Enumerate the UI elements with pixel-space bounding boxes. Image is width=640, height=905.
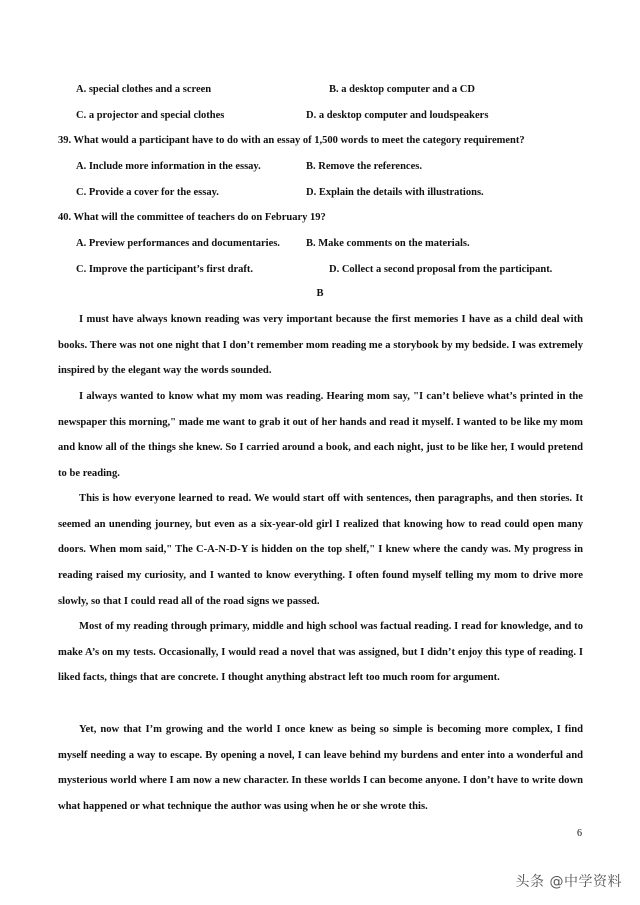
q40-option-a: A. Preview performances and documentaries. xyxy=(76,238,280,249)
q40-option-c: C. Improve the participant’s first draft. xyxy=(76,264,254,275)
q39-option-a: A. Include more information in the essay. xyxy=(76,161,261,172)
q40-question: 40. What will the committee of teachers do on February 19? xyxy=(58,212,326,223)
q39-option-d: D. Explain the details with illustrations. xyxy=(306,187,484,198)
q38-option-b: B. a desktop computer and a CD xyxy=(329,84,475,95)
paragraph-1: I must have always known reading was very important because the first memories I have as a child deal with books. There was not one night that I don’t remember mom reading me a storybook by my bedside. I was extremely inspired by the elegant way the words sounded. xyxy=(58,314,583,377)
paragraph-4: Most of my reading through primary, middle and high school was factual reading. I read for knowledge, and to make A’s on my tests. Occasionally, I would read a novel that was assigned, but I didn’t enjoy this type of reading. I liked facts, things that are concrete. I thought anything abstract left too much room for argument. xyxy=(58,621,583,684)
q40-option-d: D. Collect a second proposal from the participant. xyxy=(329,264,553,275)
q38-option-a: A. special clothes and a screen xyxy=(76,84,212,95)
q39-question: 39. What would a participant have to do with an essay of 1,500 words to meet the category requirement? xyxy=(58,135,525,146)
q38-option-d: D. a desktop computer and loudspeakers xyxy=(306,110,489,121)
q39-option-c: C. Provide a cover for the essay. xyxy=(76,187,219,198)
paragraph-2: I always wanted to know what my mom was reading. Hearing mom say, "I can’t believe what’s printed in the newspaper this morning," made me want to grab it out of her hands and read it myself. I wanted to be like my mom and know all of the things she knew. So I carried around a book, and each night, just to be like her, I would pretend to be reading. xyxy=(58,391,583,480)
paragraph-5: Yet, now that I’m growing and the world I once knew as being so simple is becoming more complex, I find myself needing a way to escape. By opening a novel, I can leave behind my burdens and enter into a wonderful and mysterious world where I am now a new character. In these worlds I can become anyone. I don’t have to write down what happened or what technique the author was using when he or she wrote this. xyxy=(58,724,583,813)
watermark: 头条 @中学资料 xyxy=(515,874,622,890)
q38-option-c: C. a projector and special clothes xyxy=(76,110,225,121)
q40-option-b: B. Make comments on the materials. xyxy=(306,238,470,249)
q39-option-b: B. Remove the references. xyxy=(306,161,422,172)
section-heading: B xyxy=(316,288,324,299)
page-number: 6 xyxy=(577,828,582,839)
paragraph-3: This is how everyone learned to read. We would start off with sentences, then paragraphs, and then stories. It seemed an unending journey, but even as a six-year-old girl I realized that knowing how to read could open many doors. When mom said," The C-A-N-D-Y is hidden on the top shelf," I knew where the candy was. My progress in reading raised my curiosity, and I wanted to know everything. I often found myself telling my mom to drive more slowly, so that I could read all of the road signs we passed. xyxy=(58,493,583,607)
